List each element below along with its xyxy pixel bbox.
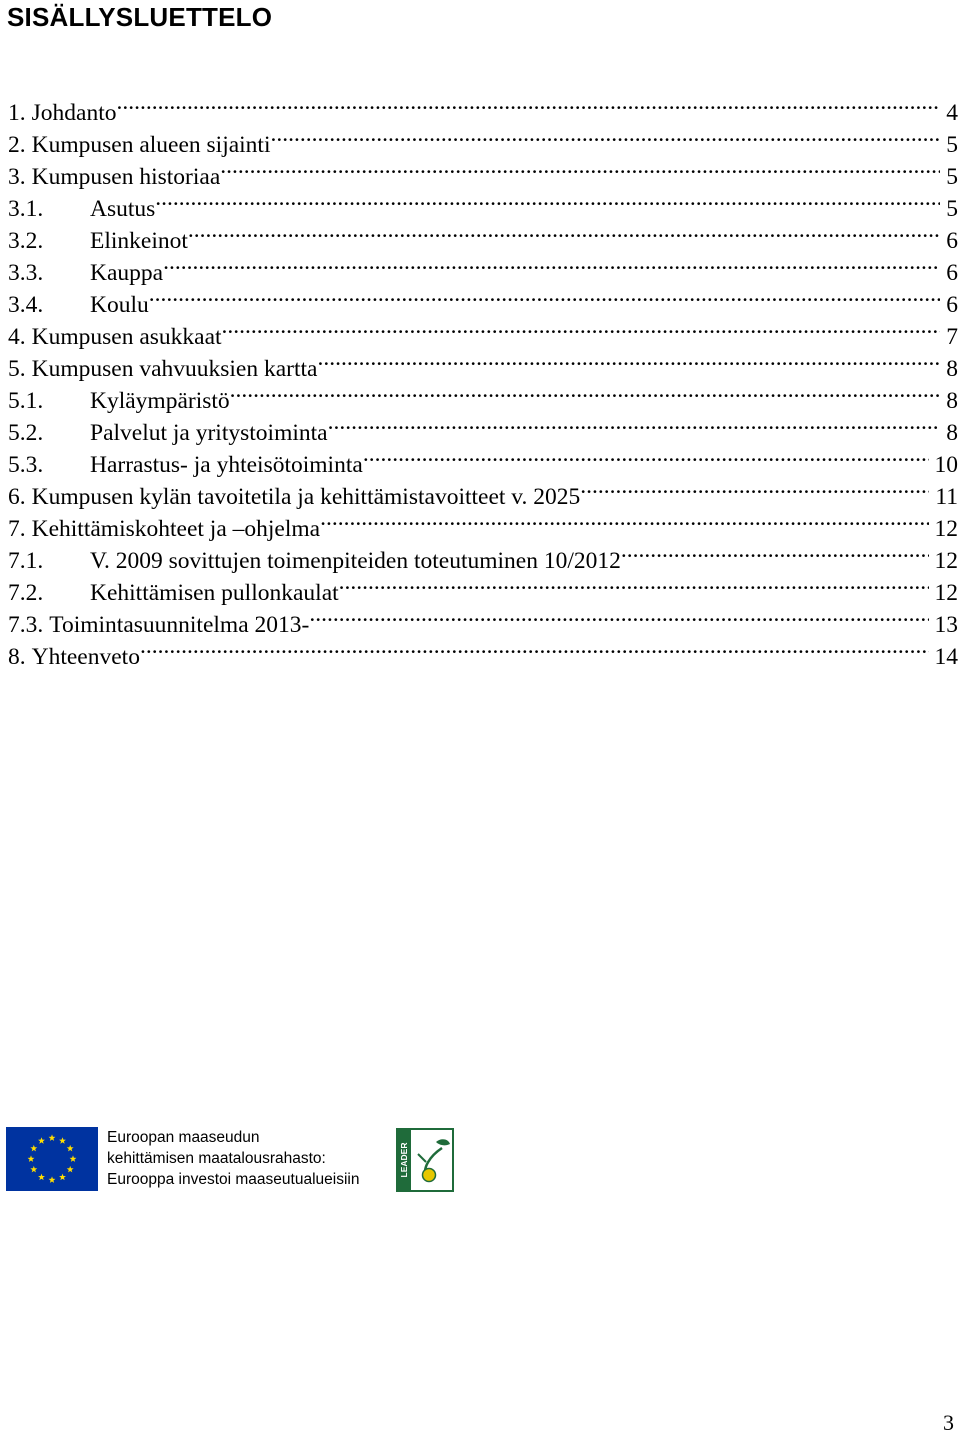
- toc-leader-dots: [163, 248, 940, 280]
- toc-entry-page: 10: [934, 452, 958, 478]
- toc-entry-page: 4: [946, 100, 958, 126]
- toc-entry-page: 5: [946, 164, 958, 190]
- toc-leader-dots: [116, 88, 940, 120]
- toc-entry-label: V. 2009 sovittujen toimenpiteiden toteutuminen 10/2012: [90, 548, 621, 574]
- toc-entry-label: Kauppa: [90, 260, 164, 286]
- toc-leader-dots: [155, 184, 940, 216]
- toc-entry-number: 7.2.: [8, 580, 44, 606]
- toc-entry-number: 2.: [8, 132, 26, 158]
- toc-entry-page: 12: [934, 516, 958, 542]
- toc-entry-page: 13: [934, 612, 958, 638]
- toc-leader-dots: [149, 280, 941, 312]
- toc-leader-dots: [271, 120, 941, 152]
- toc-entry[interactable]: [8, 248, 958, 286]
- table-of-contents: [8, 88, 958, 670]
- toc-entry-label: Kumpusen historiaa: [31, 164, 221, 190]
- toc-entry[interactable]: [8, 600, 958, 638]
- toc-leader-dots: [363, 440, 929, 472]
- page-title: SISÄLLYSLUETTELO: [7, 2, 273, 32]
- toc-entry-label: Toimintasuunnitelma 2013-: [49, 612, 310, 638]
- toc-entry-page: 14: [934, 644, 958, 670]
- toc-entry-label: Yhteenveto: [31, 644, 140, 670]
- toc-entry-label: Kumpusen asukkaat: [31, 324, 222, 350]
- toc-entry[interactable]: [8, 376, 958, 414]
- toc-entry-page: 5: [946, 196, 958, 222]
- eu-text-line: Euroopan maaseudun: [107, 1129, 260, 1146]
- toc-entry-page: 8: [946, 356, 958, 382]
- toc-entry-label: Palvelut ja yritystoiminta: [90, 420, 328, 446]
- toc-entry-label: Kyläympäristö: [90, 388, 230, 414]
- toc-entry[interactable]: [8, 344, 958, 382]
- toc-entry-number: 5.2.: [8, 420, 44, 446]
- toc-entry-page: 8: [946, 388, 958, 414]
- toc-leader-dots: [580, 472, 929, 504]
- eu-text-line: Eurooppa investoi maaseutualueisiin: [107, 1171, 360, 1188]
- toc-entry[interactable]: [8, 184, 958, 222]
- toc-entry[interactable]: [8, 472, 958, 510]
- toc-leader-dots: [339, 568, 929, 600]
- eu-funding-text: [107, 1127, 359, 1190]
- toc-entry-page: 6: [946, 228, 958, 254]
- toc-entry[interactable]: [8, 216, 958, 254]
- toc-entry[interactable]: [8, 632, 958, 670]
- toc-entry[interactable]: [8, 536, 958, 574]
- toc-entry[interactable]: [8, 312, 958, 350]
- toc-entry-number: 8.: [8, 644, 26, 670]
- leader-logo-text: LEADER: [399, 1142, 409, 1178]
- toc-entry[interactable]: [8, 88, 958, 126]
- toc-entry-number: 7.1.: [8, 548, 44, 574]
- toc-entry[interactable]: [8, 440, 958, 478]
- toc-entry-label: Asutus: [90, 196, 156, 222]
- toc-entry-label: Kumpusen kylän tavoitetila ja kehittämistavoitteet v. 2025: [31, 484, 581, 510]
- eu-text-line: kehittämisen maatalousrahasto:: [107, 1150, 326, 1167]
- toc-leader-dots: [188, 216, 940, 248]
- toc-leader-dots: [317, 344, 940, 376]
- toc-entry-page: 11: [935, 484, 958, 510]
- toc-entry-number: 4.: [8, 324, 26, 350]
- toc-leader-dots: [222, 312, 941, 344]
- toc-entry-label: Kehittämisen pullonkaulat: [90, 580, 339, 606]
- page-number: 3: [943, 1410, 954, 1435]
- toc-entry-page: 7: [946, 324, 958, 350]
- toc-entry-page: 8: [946, 420, 958, 446]
- eu-flag-logo: [6, 1127, 98, 1191]
- toc-entry[interactable]: [8, 504, 958, 542]
- toc-entry-label: Elinkeinot: [90, 228, 188, 254]
- toc-entry-number: 3.1.: [8, 196, 44, 222]
- toc-entry-label: Kumpusen alueen sijainti: [31, 132, 271, 158]
- toc-entry-label: Harrastus- ja yhteisötoiminta: [90, 452, 363, 478]
- toc-entry-number: 3.2.: [8, 228, 44, 254]
- toc-leader-dots: [140, 632, 929, 664]
- toc-entry-label: Kumpusen vahvuuksien kartta: [31, 356, 318, 382]
- toc-entry-label: Johdanto: [31, 100, 117, 126]
- toc-entry[interactable]: [8, 120, 958, 158]
- toc-entry-label: Kehittämiskohteet ja –ohjelma: [31, 516, 321, 542]
- toc-entry-number: 7.3.: [8, 612, 44, 638]
- toc-leader-dots: [220, 152, 940, 184]
- toc-entry-number: 3.3.: [8, 260, 44, 286]
- toc-entry-number: 5.: [8, 356, 26, 382]
- toc-entry-number: 5.1.: [8, 388, 44, 414]
- leader-logo: [396, 1128, 454, 1192]
- toc-leader-dots: [320, 504, 928, 536]
- toc-entry-page: 6: [946, 260, 958, 286]
- toc-entry[interactable]: [8, 568, 958, 606]
- toc-entry-page: 12: [934, 580, 958, 606]
- toc-entry[interactable]: [8, 152, 958, 190]
- toc-entry-number: 3.4.: [8, 292, 44, 318]
- toc-entry-label: Koulu: [90, 292, 149, 318]
- toc-entry-page: 5: [946, 132, 958, 158]
- toc-entry[interactable]: [8, 280, 958, 318]
- toc-entry-page: 12: [934, 548, 958, 574]
- toc-entry-page: 6: [946, 292, 958, 318]
- toc-entry-number: 6.: [8, 484, 26, 510]
- toc-leader-dots: [621, 536, 929, 568]
- toc-entry-number: 1.: [8, 100, 26, 126]
- toc-leader-dots: [328, 408, 941, 440]
- toc-leader-dots: [230, 376, 941, 408]
- toc-entry[interactable]: [8, 408, 958, 446]
- toc-entry-number: 3.: [8, 164, 26, 190]
- toc-entry-number: 5.3.: [8, 452, 44, 478]
- toc-leader-dots: [309, 600, 928, 632]
- toc-entry-number: 7.: [8, 516, 26, 542]
